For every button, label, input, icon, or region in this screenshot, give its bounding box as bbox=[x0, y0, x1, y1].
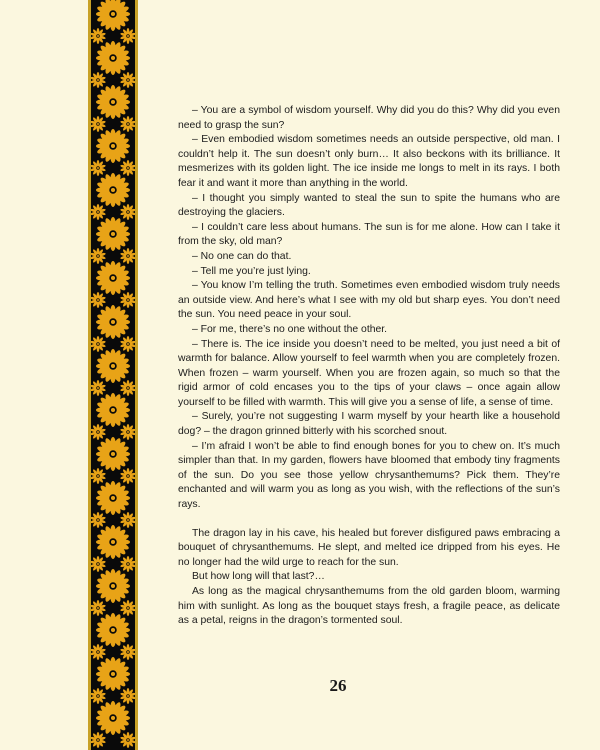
paragraph: – I couldn’t care less about humans. The sun is for me alone. How can I take it from the sky, old man? bbox=[178, 221, 560, 248]
chrysanthemum-icon bbox=[91, 204, 106, 220]
chrysanthemum-icon bbox=[96, 437, 130, 471]
chrysanthemum-icon bbox=[96, 129, 130, 163]
chrysanthemum-icon bbox=[96, 41, 130, 75]
paragraph: As long as the magical chrysanthemums from the old garden bloom, warming him with sunlight. As long as the bouquet stays fresh, a fragile peace, as delicate as a petal, reigns in the dragon’s tormented soul. bbox=[178, 586, 560, 627]
paragraph: – Tell me you’re just lying. bbox=[192, 265, 311, 277]
paragraph: – Even embodied wisdom sometimes needs an outside perspective, old man. I couldn’t help it. The sun doesn’t only burn… It also beckons with its brilliance. It mesmerizes with its golden light. The ice inside me longs to melt in its rays. I both fear it and want it more than anything in the world. bbox=[178, 134, 560, 189]
chrysanthemum-icon bbox=[91, 292, 106, 308]
chrysanthemum-icon bbox=[120, 512, 135, 528]
chrysanthemum-icon bbox=[91, 644, 106, 660]
story-text bbox=[178, 104, 560, 629]
page-number: 26 bbox=[329, 676, 347, 695]
chrysanthemum-icon bbox=[91, 468, 106, 484]
paragraph: – Surely, you’re not suggesting I warm myself by your hearth like a household dog? – the dragon grinned bitterly with his scorched snout. bbox=[178, 411, 560, 438]
chrysanthemum-icon bbox=[120, 292, 135, 308]
chrysanthemum-icon bbox=[96, 173, 130, 207]
chrysanthemum-icon bbox=[120, 116, 135, 132]
chrysanthemum-icon bbox=[96, 569, 130, 603]
paragraph: – You know I’m telling the truth. Sometimes even embodied wisdom truly needs an outside view. And here’s what I see with my old but sharp eyes. You don’t need the sun. You need peace in your soul. bbox=[178, 280, 560, 321]
paragraph: But how long will that last?… bbox=[192, 571, 325, 583]
chrysanthemum-icon bbox=[120, 424, 135, 440]
chrysanthemum-icon bbox=[120, 468, 135, 484]
chrysanthemum-icon bbox=[120, 556, 135, 572]
chrysanthemum-icon bbox=[96, 305, 130, 339]
chrysanthemum-icon bbox=[91, 512, 106, 528]
chrysanthemum-icon bbox=[91, 600, 106, 616]
chrysanthemum-pattern bbox=[91, 0, 135, 750]
chrysanthemum-icon bbox=[120, 72, 135, 88]
paragraph: – No one can do that. bbox=[192, 250, 292, 262]
paragraph: – For me, there’s no one without the other. bbox=[192, 323, 388, 335]
chrysanthemum-icon bbox=[91, 116, 106, 132]
chrysanthemum-icon bbox=[96, 613, 130, 647]
decorative-border bbox=[88, 0, 138, 750]
chrysanthemum-icon bbox=[91, 732, 106, 748]
chrysanthemum-icon bbox=[91, 72, 106, 88]
chrysanthemum-icon bbox=[120, 380, 135, 396]
paragraph: – There is. The ice inside you doesn’t need to be melted, you just need a bit of warmth for balance. Allow yourself to feel warmth when you are completely frozen. When frozen – warm yourself. When you are frozen again, so much so that the rigid armor of cold encases you to the tips of your claws – once again allow yourself to be filled with warmth. This will give you a sense of life, a sense of time. bbox=[178, 338, 560, 408]
chrysanthemum-icon bbox=[120, 600, 135, 616]
paragraph: – I’m afraid I won’t be able to find enough bones for you to chew on. It’s much simpler than that. In my garden, flowers have bloomed that embody tiny fragments of the sun. Do you see those yellow chrysanthemums? Pick them. They’re enchanted and will warm you as long as you wish, with the reflections of the sun’s rays. bbox=[178, 440, 560, 511]
chrysanthemum-icon bbox=[96, 393, 130, 427]
chrysanthemum-icon bbox=[91, 160, 106, 176]
chrysanthemum-icon bbox=[96, 701, 130, 735]
paragraph: The dragon lay in his cave, his healed but forever disfigured paws embracing a bouquet of chrysanthemums. He slept, and melted ice dripped from his eyes. He no longer had the wild urge to reach for the sun. bbox=[178, 527, 560, 568]
chrysanthemum-icon bbox=[120, 336, 135, 352]
chrysanthemum-icon bbox=[96, 349, 130, 383]
chrysanthemum-icon bbox=[120, 160, 135, 176]
chrysanthemum-icon bbox=[91, 248, 106, 264]
chrysanthemum-icon bbox=[120, 28, 135, 44]
chrysanthemum-icon bbox=[96, 481, 130, 515]
chrysanthemum-icon bbox=[120, 248, 135, 264]
chrysanthemum-icon bbox=[120, 204, 135, 220]
chrysanthemum-icon bbox=[96, 217, 130, 251]
chrysanthemum-icon bbox=[96, 261, 130, 295]
chrysanthemum-icon bbox=[96, 85, 130, 119]
paragraph: – I thought you simply wanted to steal the sun to spite the humans who are destroying the glaciers. bbox=[178, 192, 560, 219]
chrysanthemum-icon bbox=[120, 644, 135, 660]
chrysanthemum-icon bbox=[91, 424, 106, 440]
chrysanthemum-icon bbox=[91, 556, 106, 572]
chrysanthemum-icon bbox=[120, 732, 135, 748]
chrysanthemum-icon bbox=[96, 525, 130, 559]
paragraph: – You are a symbol of wisdom yourself. Why did you do this? Why did you even need to grasp the sun? bbox=[178, 105, 560, 131]
chrysanthemum-icon bbox=[91, 380, 106, 396]
chrysanthemum-icon bbox=[91, 28, 106, 44]
chrysanthemum-icon bbox=[96, 0, 130, 31]
chrysanthemum-icon bbox=[91, 336, 106, 352]
